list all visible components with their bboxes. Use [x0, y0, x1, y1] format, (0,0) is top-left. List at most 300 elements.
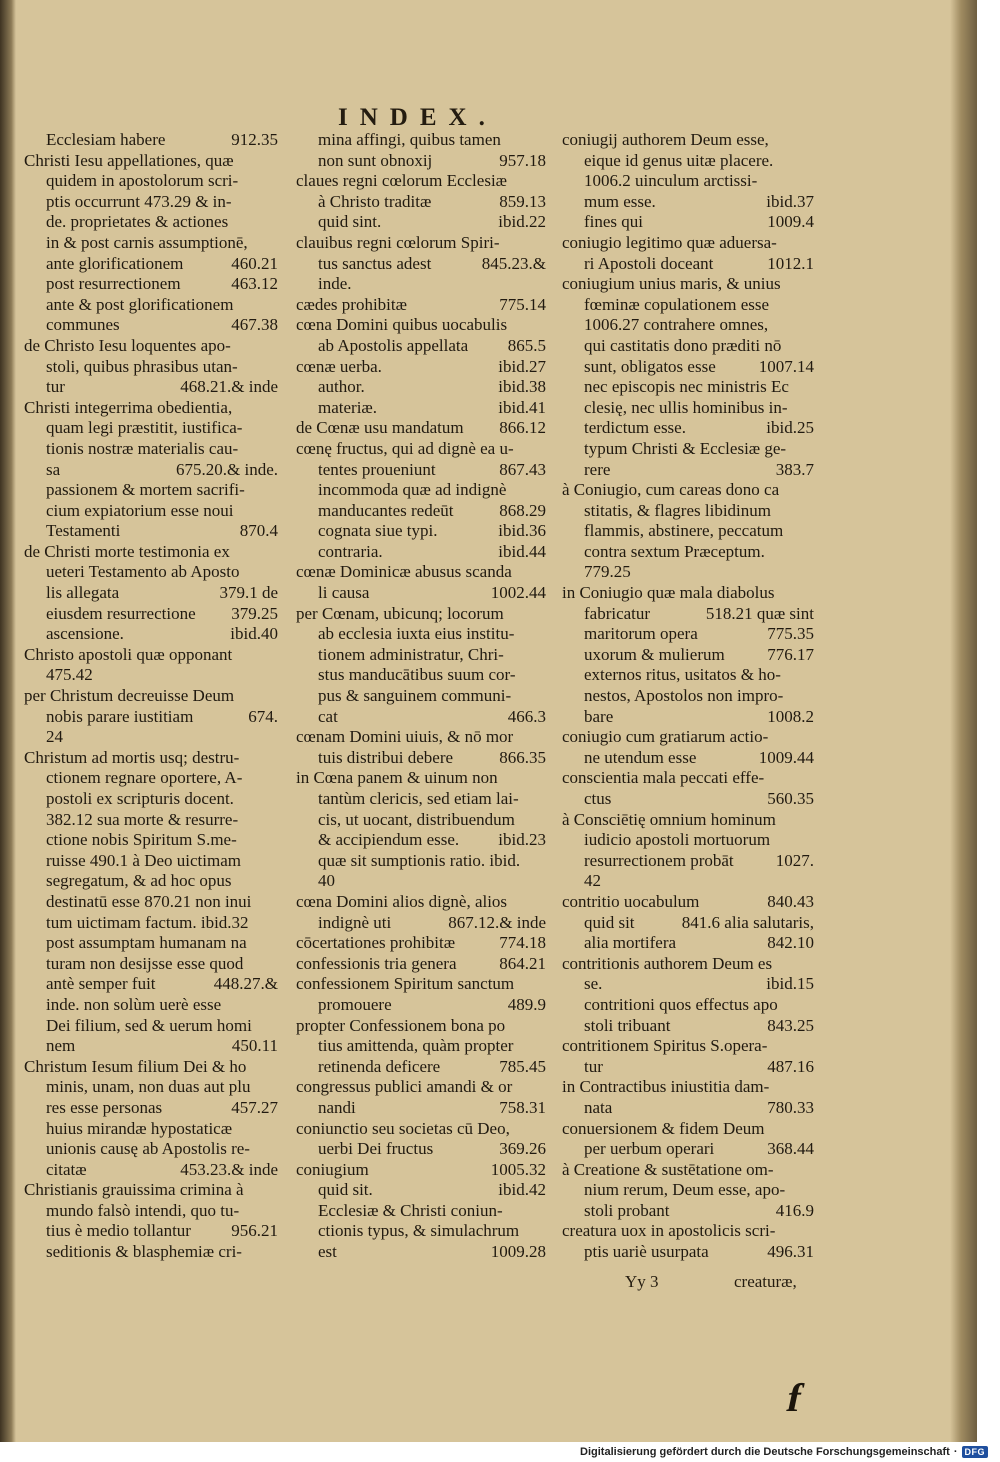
- index-line: [562, 789, 814, 810]
- index-line: [296, 562, 546, 583]
- index-entry-text: tius è medio tollantur: [46, 1221, 191, 1241]
- index-line: [296, 1119, 546, 1140]
- index-entry-text: non sunt obnoxij: [318, 150, 433, 170]
- index-line: [296, 1201, 546, 1222]
- index-line: [562, 357, 814, 378]
- index-line: [296, 357, 546, 378]
- index-entry-text: ueteri Testamento ab Aposto: [46, 562, 240, 582]
- index-line: [562, 1016, 814, 1037]
- index-entry-reference: 489.9: [507, 994, 546, 1014]
- index-entry-text: contritionis authorem Deum es: [562, 953, 773, 973]
- index-line: [296, 871, 546, 892]
- index-line: [562, 871, 814, 892]
- index-line: [562, 1139, 814, 1160]
- index-entry-text: nestos, Apostolos non impro-: [584, 686, 784, 706]
- index-line: [562, 130, 814, 151]
- index-entry-reference: 957.18: [499, 150, 546, 170]
- index-line: [24, 542, 278, 563]
- index-line: [296, 151, 546, 172]
- index-entry-text: ctione nobis Spiritum S.me-: [46, 830, 237, 850]
- index-entry-text: typum Christi & Ecclesiæ ge-: [584, 438, 787, 458]
- index-entry-text: Christo apostoli quæ opponant: [24, 644, 233, 664]
- index-entry-text: pus & sanguinem communi-: [318, 686, 512, 706]
- index-line: [562, 583, 814, 604]
- index-entry-text: à Christo traditæ: [318, 191, 432, 211]
- index-line: [562, 892, 814, 913]
- index-entry-text: & accipiendum esse.: [318, 830, 460, 850]
- index-entry-text: lis allegata: [46, 583, 120, 603]
- index-entry-text: quid sint.: [318, 212, 382, 232]
- index-line: [562, 233, 814, 254]
- index-entry-reference: 487.16: [767, 1056, 814, 1076]
- index-entry-reference: 1009.28: [490, 1242, 546, 1262]
- index-entry-reference: 1007.14: [758, 356, 814, 376]
- index-line: [24, 933, 278, 954]
- index-entry-reference: 450.11: [231, 1036, 278, 1056]
- index-entry-text: rere: [584, 459, 611, 479]
- index-entry-text: bare: [584, 706, 614, 726]
- index-entry-text: promouere: [318, 994, 392, 1014]
- index-line: [296, 501, 546, 522]
- index-entry-text: uerbi Dei fructus: [318, 1139, 434, 1159]
- index-line: [24, 810, 278, 831]
- index-entry-reference: 379.25: [231, 603, 278, 623]
- index-entry-text: eiusdem resurrectione: [46, 603, 196, 623]
- index-entry-text: 42: [584, 871, 601, 891]
- index-entry-text: uxorum & mulierum: [584, 644, 725, 664]
- index-line: [296, 954, 546, 975]
- index-entry-reference: ibid.38: [498, 377, 546, 397]
- index-line: [562, 1077, 814, 1098]
- index-entry-reference: ibid.23: [498, 830, 546, 850]
- index-line: [24, 480, 278, 501]
- index-line: [562, 1057, 814, 1078]
- index-entry-text: stoli probant: [584, 1200, 670, 1220]
- index-line: [24, 851, 278, 872]
- index-entry-reference: 379.1 de: [219, 583, 278, 603]
- index-line: [562, 542, 814, 563]
- index-entry-text: conuersionem & fidem Deum: [562, 1118, 765, 1138]
- index-entry-text: cœna Domini quibus uocabulis: [296, 315, 508, 335]
- index-entry-text: ptis occurrunt 473.29 & in-: [46, 191, 232, 211]
- index-line: [562, 748, 814, 769]
- index-line: [562, 254, 814, 275]
- index-line: [296, 418, 546, 439]
- index-entry-text: nata: [584, 1097, 613, 1117]
- index-entry-text: mum esse.: [584, 191, 656, 211]
- index-line: [562, 1180, 814, 1201]
- index-entry-text: clesię, nec ullis hominibus in-: [584, 397, 788, 417]
- index-entry-text: eique id genus uitæ placere.: [584, 150, 774, 170]
- index-entry-text: Christum Iesum filium Dei & ho: [24, 1056, 247, 1076]
- index-entry-text: à Coniugio, cum careas dono ca: [562, 480, 780, 500]
- index-line: [562, 1160, 814, 1181]
- page-edge-shadow: [950, 0, 977, 1442]
- index-entry-text: indignè uti: [318, 912, 392, 932]
- index-entry-text: cœnę fructus, qui ad dignè ea u-: [296, 438, 514, 458]
- index-line: [562, 686, 814, 707]
- index-entry-text: quid sit.: [318, 1180, 373, 1200]
- index-line: [24, 995, 278, 1016]
- index-line: [24, 748, 278, 769]
- index-entry-text: turam non desijsse esse quod: [46, 953, 244, 973]
- index-entry-text: qui castitatis dono præditi nō: [584, 335, 782, 355]
- index-entry-reference: 1008.2: [767, 706, 814, 726]
- index-entry-reference: ibid.44: [498, 541, 546, 561]
- index-entry-text: unionis causę ab Apostolis re-: [46, 1139, 250, 1159]
- index-entry-text: cœnæ uerba.: [296, 356, 382, 376]
- index-entry-reference: 1009.4: [767, 212, 814, 232]
- index-line: [24, 1242, 278, 1263]
- index-entry-text: de Christo Iesu loquentes apo-: [24, 335, 231, 355]
- index-line: [562, 1036, 814, 1057]
- index-entry-text: confessionis tria genera: [296, 953, 457, 973]
- index-line: [24, 954, 278, 975]
- index-line: [296, 913, 546, 934]
- index-entry-reference: 468.21.& inde: [180, 377, 278, 397]
- index-entry-text: 1006.27 contrahere omnes,: [584, 315, 769, 335]
- index-entry-reference: 1005.32: [490, 1159, 546, 1179]
- index-line: [562, 665, 814, 686]
- index-line: [562, 1119, 814, 1140]
- index-line: [296, 254, 546, 275]
- index-entry-reference: 674.: [248, 706, 278, 726]
- index-entry-text: terdictum esse.: [584, 418, 686, 438]
- index-line: [562, 1098, 814, 1119]
- index-entry-text: segregatum, & ad hoc opus: [46, 871, 232, 891]
- index-entry-text: Christi integerrima obedientia,: [24, 397, 233, 417]
- index-line: [562, 480, 814, 501]
- index-entry-text: à Consciētię omnium hominum: [562, 809, 776, 829]
- index-entry-reference: 518.21 quæ sint: [705, 603, 814, 623]
- index-entry-text: propter Confessionem bona po: [296, 1015, 506, 1035]
- index-entry-text: maritorum opera: [584, 624, 698, 644]
- index-entry-reference: ibid.27: [498, 356, 546, 376]
- index-entry-text: passionem & mortem sacrifi-: [46, 480, 245, 500]
- index-entry-text: de Cœnæ usu mandatum: [296, 418, 464, 438]
- index-entry-reference: 868.29: [499, 500, 546, 520]
- index-entry-text: citatæ: [46, 1159, 87, 1179]
- digitization-footer: [580, 1446, 988, 1458]
- index-entry-text: huius mirandæ hypostaticæ: [46, 1118, 233, 1138]
- index-entry-text: iudicio apostoli mortuorum: [584, 830, 771, 850]
- index-entry-text: ab Apostolis appellata: [318, 335, 469, 355]
- index-entry-text: claues regni cœlorum Ecclesiæ: [296, 171, 508, 191]
- index-line: [562, 645, 814, 666]
- index-entry-reference: 956.21: [231, 1221, 278, 1241]
- index-line: [24, 274, 278, 295]
- index-line: [24, 336, 278, 357]
- index-entry-text: ri Apostoli doceant: [584, 253, 714, 273]
- index-line: [562, 913, 814, 934]
- index-entry-reference: 457.27: [231, 1097, 278, 1117]
- index-entry-text: communes: [46, 315, 120, 335]
- index-line: [296, 1242, 546, 1263]
- index-entry-text: mina affingi, quibus tamen: [318, 130, 501, 149]
- index-entry-text: tentes proueniunt: [318, 459, 436, 479]
- index-entry-text: 24: [46, 727, 63, 747]
- index-entry-text: tum uictimam factum. ibid.32: [46, 912, 249, 932]
- index-entry-text: quæ sit sumptionis ratio. ibid.: [318, 850, 521, 870]
- index-entry-reference: 675.20.& inde.: [176, 459, 278, 479]
- index-entry-text: antè semper fuit: [46, 974, 156, 994]
- index-line: [296, 727, 546, 748]
- index-line: [562, 624, 814, 645]
- index-line: [24, 1221, 278, 1242]
- index-entry-text: per uerbum operari: [584, 1139, 715, 1159]
- index-entry-text: contritio uocabulum: [562, 891, 700, 911]
- index-entry-text: 1006.2 uinculum arctissi-: [584, 171, 758, 191]
- index-line: [562, 501, 814, 522]
- index-entry-text: quidem in apostolorum scri-: [46, 171, 239, 191]
- index-entry-text: 779.25: [584, 562, 631, 582]
- index-line: [24, 398, 278, 419]
- index-entry-text: quam legi præstitit, iustifica-: [46, 418, 243, 438]
- index-entry-text: postoli ex scripturis docent.: [46, 789, 234, 808]
- index-entry-reference: 496.31: [767, 1242, 814, 1262]
- margin-mark: f: [783, 1375, 807, 1420]
- page-header-index: INDEX.: [338, 104, 497, 131]
- index-line: [24, 1057, 278, 1078]
- index-entry-text: creatura uox in apostolicis scri-: [562, 1221, 776, 1241]
- index-line: [24, 789, 278, 810]
- index-line: [562, 377, 814, 398]
- index-entry-text: nem: [46, 1036, 76, 1056]
- index-entry-text: ante & post glorificationem: [46, 294, 234, 314]
- index-entry-text: cognata siue typi.: [318, 521, 438, 541]
- index-entry-reference: 775.14: [499, 294, 546, 314]
- index-entry-reference: 864.21: [499, 953, 546, 973]
- index-line: [24, 357, 278, 378]
- index-line: [24, 1036, 278, 1057]
- index-column-right: [562, 130, 814, 1263]
- index-line: [24, 892, 278, 913]
- index-line: [24, 727, 278, 748]
- index-line: [24, 254, 278, 275]
- index-entry-reference: 448.27.&: [213, 974, 278, 994]
- index-entry-reference: 774.18: [499, 933, 546, 953]
- index-line: [296, 439, 546, 460]
- index-entry-reference: 1009.44: [758, 747, 814, 767]
- catchword: creaturæ,: [734, 1272, 797, 1291]
- index-entry-reference: 842.10: [767, 933, 814, 953]
- index-line: [562, 460, 814, 481]
- index-line: [24, 562, 278, 583]
- index-entry-reference: 843.25: [767, 1015, 814, 1035]
- index-line: [562, 398, 814, 419]
- index-entry-text: Christianis grauissima crimina à: [24, 1180, 244, 1200]
- index-line: [296, 974, 546, 995]
- index-entry-text: se.: [584, 974, 603, 994]
- index-line: [562, 707, 814, 728]
- index-entry-text: cōcertationes prohibitæ: [296, 933, 456, 953]
- index-line: [296, 604, 546, 625]
- index-entry-text: ne utendum esse: [584, 747, 697, 767]
- index-entry-text: contritionem Spiritus S.opera-: [562, 1036, 768, 1056]
- index-line: [24, 1077, 278, 1098]
- index-entry-reference: 416.9: [775, 1200, 814, 1220]
- index-line: [296, 810, 546, 831]
- index-line: [296, 398, 546, 419]
- index-line: [24, 707, 278, 728]
- index-entry-text: manducantes redeūt: [318, 500, 454, 520]
- index-entry-text: in Contractibus iniustitia dam-: [562, 1077, 770, 1097]
- index-entry-text: nandi: [318, 1097, 356, 1117]
- index-entry-reference: 867.43: [499, 459, 546, 479]
- index-entry-text: à Creatione & sustētatione om-: [562, 1159, 774, 1179]
- index-line: [562, 521, 814, 542]
- index-line: [296, 336, 546, 357]
- index-entry-reference: 866.12: [499, 418, 546, 438]
- index-entry-reference: 463.12: [231, 274, 278, 294]
- index-entry-text: tur: [584, 1056, 603, 1076]
- index-line: [562, 1242, 814, 1263]
- index-entry-reference: 460.21: [231, 253, 278, 273]
- index-entry-reference: 369.26: [499, 1139, 546, 1159]
- index-entry-text: contritioni quos effectus apo: [584, 994, 778, 1014]
- index-line: [24, 1160, 278, 1181]
- index-line: [296, 1077, 546, 1098]
- index-entry-reference: 368.44: [767, 1139, 814, 1159]
- index-line: [562, 562, 814, 583]
- index-entry-reference: ibid.37: [766, 191, 814, 211]
- index-line: [296, 1160, 546, 1181]
- index-entry-text: fabricatur: [584, 603, 651, 623]
- index-line: [24, 624, 278, 645]
- index-line: [24, 1098, 278, 1119]
- index-line: [296, 851, 546, 872]
- index-line: [296, 892, 546, 913]
- index-line: [296, 665, 546, 686]
- index-line: [296, 521, 546, 542]
- index-line: [562, 315, 814, 336]
- index-line: [24, 418, 278, 439]
- index-entry-reference: ibid.25: [766, 418, 814, 438]
- index-line: [296, 1180, 546, 1201]
- index-entry-reference: ibid.36: [498, 521, 546, 541]
- index-entry-text: Dei filium, sed & uerum homi: [46, 1015, 252, 1035]
- index-line: [296, 830, 546, 851]
- index-entry-reference: 466.3: [507, 706, 546, 726]
- index-entry-text: resurrectionem probāt: [584, 850, 734, 870]
- index-entry-text: stus manducātibus suum cor-: [318, 665, 516, 685]
- index-entry-reference: 859.13: [499, 191, 546, 211]
- index-line: [296, 377, 546, 398]
- index-line: [562, 1201, 814, 1222]
- index-entry-text: incommoda quæ ad indignè: [318, 480, 507, 500]
- index-entry-text: ab ecclesia iuxta eius institu-: [318, 624, 515, 644]
- index-entry-text: cœnæ Dominicæ abusus scanda: [296, 562, 512, 582]
- index-entry-text: tius amittenda, quàm propter: [318, 1036, 514, 1056]
- index-line: [296, 933, 546, 954]
- index-line: [562, 933, 814, 954]
- index-line: [296, 1016, 546, 1037]
- index-line: [562, 295, 814, 316]
- index-line: [296, 315, 546, 336]
- index-entry-reference: 867.12.& inde: [448, 912, 546, 932]
- index-entry-text: res esse personas: [46, 1097, 163, 1117]
- index-line: [24, 1180, 278, 1201]
- index-line: [24, 501, 278, 522]
- index-entry-reference: 845.23.&: [481, 253, 546, 273]
- index-line: [24, 315, 278, 336]
- index-line: [562, 151, 814, 172]
- index-entry-text: stoli, quibus phrasibus utan-: [46, 356, 238, 376]
- index-entry-text: Ecclesiæ & Christi coniun-: [318, 1200, 503, 1220]
- index-entry-reference: ibid.41: [498, 397, 546, 417]
- index-entry-text: per Cœnam, ubicunq; locorum: [296, 603, 504, 623]
- index-entry-reference: ibid.42: [498, 1180, 546, 1200]
- index-column-middle: [296, 130, 546, 1263]
- index-line: [562, 851, 814, 872]
- index-entry-text: alia mortifera: [584, 933, 677, 953]
- index-line: [562, 336, 814, 357]
- index-entry-text: ctionis typus, & simulachrum: [318, 1221, 520, 1241]
- index-line: [24, 768, 278, 789]
- index-line: [562, 995, 814, 1016]
- index-entry-text: sunt, obligatos esse: [584, 356, 716, 376]
- index-line: [24, 1016, 278, 1037]
- index-entry-text: per Christum decreuisse Deum: [24, 686, 235, 706]
- index-entry-text: clauibus regni cœlorum Spiri-: [296, 232, 500, 252]
- index-line: [296, 583, 546, 604]
- index-line: [296, 624, 546, 645]
- index-entry-reference: 870.4: [239, 521, 278, 541]
- index-line: [296, 1057, 546, 1078]
- index-entry-reference: 1027.: [775, 850, 814, 870]
- index-line: [296, 171, 546, 192]
- index-entry-text: destinatū esse 870.21 non inui: [46, 891, 252, 911]
- index-entry-text: 40: [318, 871, 335, 891]
- index-entry-text: inde. non solùm uerè esse: [46, 994, 222, 1014]
- index-entry-text: coniugium: [296, 1159, 369, 1179]
- index-entry-reference: ibid.40: [230, 624, 278, 644]
- index-entry-text: Ecclesiam habere: [46, 130, 166, 149]
- index-line: [24, 604, 278, 625]
- index-line: [24, 151, 278, 172]
- index-entry-text: quid sit: [584, 912, 635, 932]
- index-entry-text: tantùm clericis, sed etiam lai-: [318, 789, 519, 808]
- index-line: [296, 995, 546, 1016]
- index-entry-reference: 467.38: [231, 315, 278, 335]
- index-entry-text: de. proprietates & actiones: [46, 212, 229, 232]
- index-line: [296, 768, 546, 789]
- index-line: [562, 212, 814, 233]
- index-line: [24, 830, 278, 851]
- index-line: [562, 418, 814, 439]
- index-line: [296, 192, 546, 213]
- index-entry-reference: 866.35: [499, 747, 546, 767]
- index-entry-text: nobis parare iustitiam: [46, 706, 194, 726]
- index-line: [296, 295, 546, 316]
- index-line: [24, 439, 278, 460]
- index-entry-text: post assumptam humanam na: [46, 933, 247, 953]
- index-line: [562, 768, 814, 789]
- index-entry-text: cis, ut uocant, distribuendum: [318, 809, 515, 829]
- page-gutter-shadow: [0, 0, 16, 1442]
- index-entry-text: flammis, abstinere, peccatum: [584, 521, 784, 541]
- index-entry-reference: 560.35: [767, 789, 814, 808]
- index-entry-text: est: [318, 1242, 337, 1262]
- footer-separator: ·: [953, 1446, 958, 1458]
- index-entry-text: coniunctio seu societas cū Deo,: [296, 1118, 510, 1138]
- index-line: [562, 274, 814, 295]
- index-entry-reference: ibid.22: [498, 212, 546, 232]
- index-entry-text: in Cœna panem & uinum non: [296, 768, 498, 788]
- index-entry-text: tionem administratur, Chri-: [318, 644, 504, 664]
- index-entry-reference: 841.6 alia salutaris,: [681, 912, 814, 932]
- index-line: [296, 1036, 546, 1057]
